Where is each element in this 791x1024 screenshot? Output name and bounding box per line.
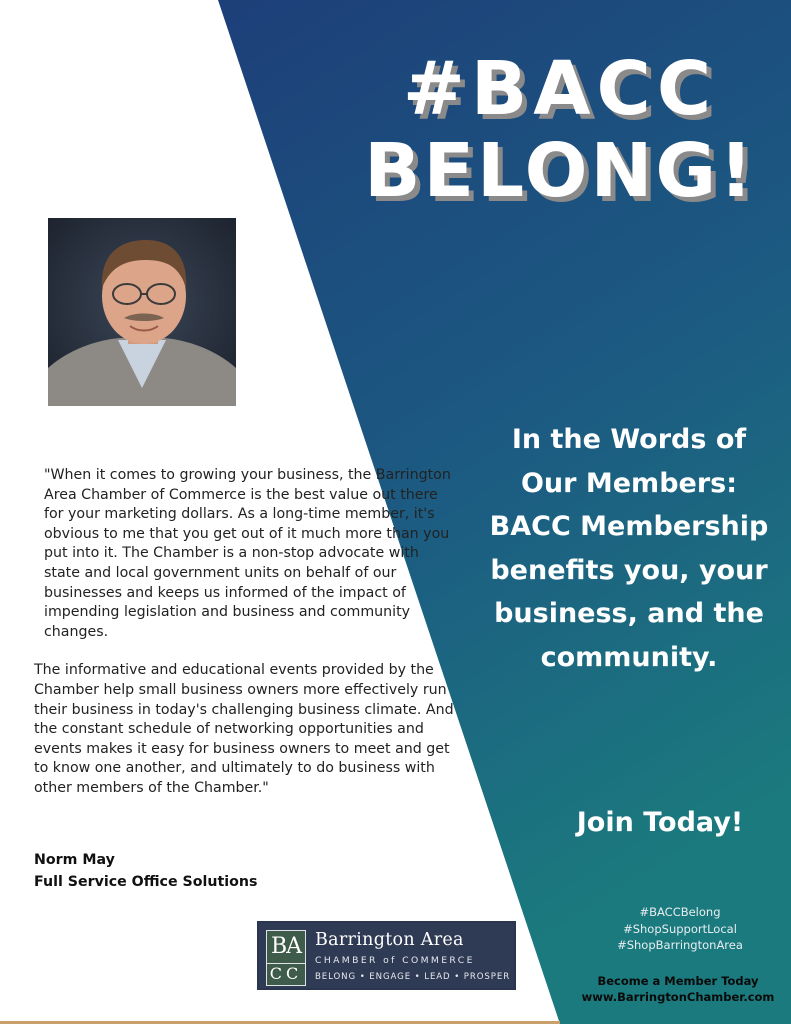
testimonial-attribution	[34, 849, 257, 893]
members-message-line: In the Words of	[511, 424, 747, 455]
members-message-line: Our Members:	[520, 467, 738, 499]
hashtag-list	[580, 904, 780, 954]
hashtag: #BACCBelong	[639, 905, 721, 919]
logo-name: Barrington Area	[315, 930, 464, 950]
hashtag: #ShopBarringtonArea	[617, 938, 743, 952]
members-message-line: business, and the	[494, 598, 764, 629]
logo-mark	[266, 930, 306, 986]
website-link[interactable]: www.BarringtonChamber.com	[581, 990, 775, 1004]
headline-belong: BELONG!	[364, 128, 756, 214]
logo-mark-ba: BA	[270, 934, 302, 959]
join-today-heading: Join Today!	[576, 807, 744, 838]
testimonial-paragraph-2: The informative and educational events provided by the Chamber help small business owners more effectively run their business in today's challenging business climate. And the constant schedule of networking opportunities and events makes it easy for business owners to meet and get to know one another, and ultimately to do business with other members of the Chamber."	[34, 662, 454, 796]
membership-cta	[566, 973, 790, 1005]
chamber-logo	[257, 921, 516, 990]
hashtag: #ShopSupportLocal	[623, 921, 737, 936]
members-message	[470, 418, 788, 679]
member-portrait	[48, 218, 236, 406]
logo-subtitle: CHAMBER of COMMERCE	[315, 955, 475, 966]
headline-hashtag: #BACC	[402, 46, 718, 132]
testimonial-paragraph-1: "When it comes to growing your business, the Barrington Area Chamber of Commerce is the best value out there for your marketing dollars. As a long-time member, it's obvious to me that you get out of it much more than you put into it. The Chamber is a non-stop advocate with state and local government units on behalf of our businesses and keeps us informed of the impact of impending legislation and business and community changes.	[44, 467, 451, 640]
members-message-line: BACC Membership	[489, 511, 769, 542]
member-name: Norm May	[34, 852, 115, 868]
member-company: Full Service Office Solutions	[34, 874, 258, 890]
members-message-line: benefits you, your	[490, 554, 768, 586]
member-testimonial	[34, 466, 454, 799]
logo-mark-cc: CC	[267, 963, 305, 984]
logo-tagline: BELONG • ENGAGE • LEAD • PROSPER	[315, 972, 511, 982]
members-message-line: community.	[540, 641, 718, 673]
cta-text: Become a Member Today	[597, 974, 759, 988]
